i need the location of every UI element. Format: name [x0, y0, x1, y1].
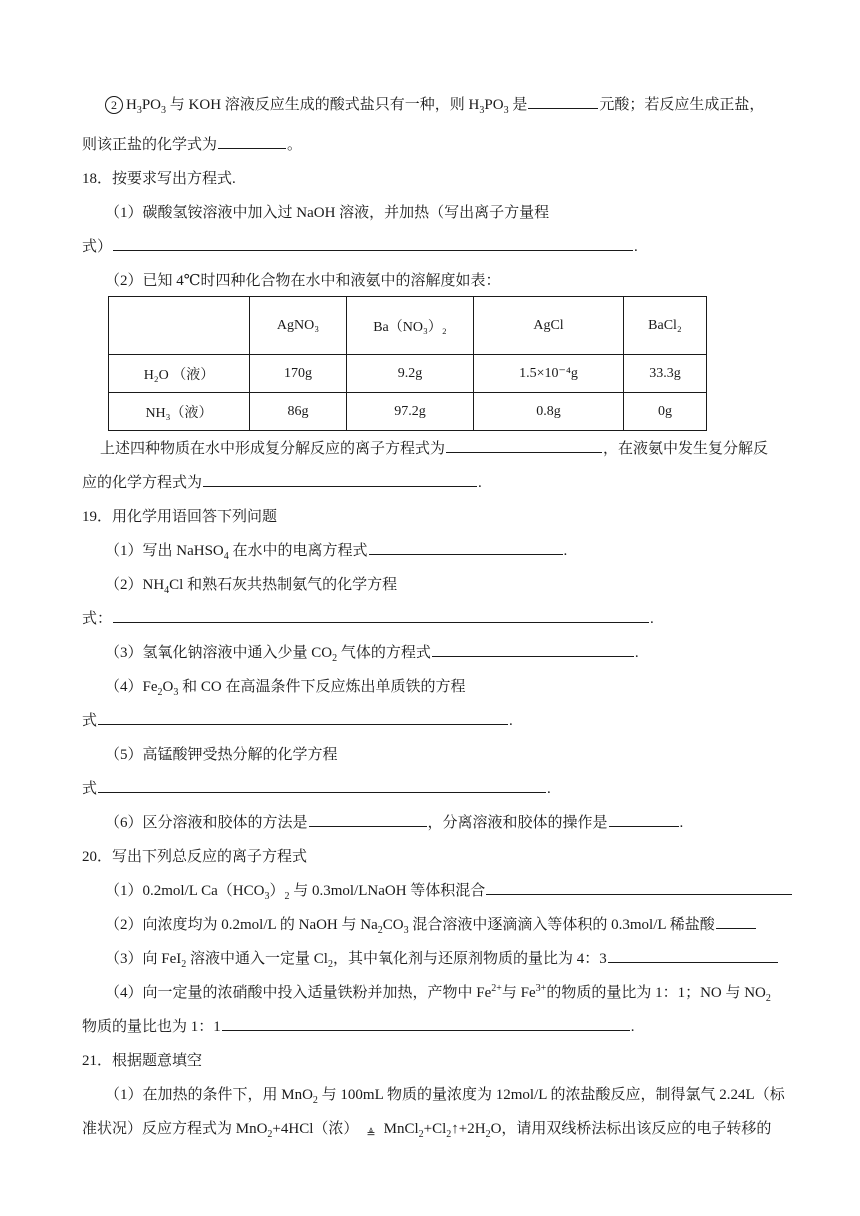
q18-part2: （2）已知 4℃时四种化合物在水中和液氨中的溶解度如表：: [105, 273, 501, 289]
answer-blank[interactable]: [218, 134, 286, 149]
answer-blank[interactable]: [98, 710, 508, 725]
heating-symbol: ≜: [366, 1128, 376, 1140]
q19-part2: $(2)NH_4Cl$ 和熟石灰共热制氨气的化学方程: [105, 577, 398, 596]
q20-part4-answer: 物质的量比也为 1：1 .: [0, 1016, 860, 1038]
q19-part6: （6）区分溶液和胶体的方法是 ，分离溶液和胶体的操作是 .: [0, 812, 860, 834]
q20-part1: （1）0.2mol/L $Ca(HCO_3)_2$ 与 0.3mol/LNaOH 等体积混合: [0, 880, 860, 902]
answer-blank[interactable]: [528, 94, 598, 109]
table-header: AgNO₃: [250, 297, 347, 355]
q19-part4-answer: 式 .: [0, 710, 860, 732]
q19-part5: （5）高锰酸钾受热分解的化学方程: [105, 747, 338, 763]
answer-blank[interactable]: [369, 540, 563, 555]
circled-number-marker: 2: [105, 96, 123, 114]
q20-part2: （2）向浓度均为 0.2mol/L 的 NaOH 与 $Na_2CO_3$ 混合溶液中逐滴滴入等体积的 0.3mol/L 稀盐酸: [0, 914, 860, 936]
q19-part1: （1）写出 NaHSO$_4$ 在水中的电离方程式 .: [0, 540, 860, 562]
table-cell: 1.5×10⁻⁴g: [474, 355, 624, 393]
table-cell: 0g: [624, 393, 707, 431]
q21-title: 21．根据题意填空: [82, 1053, 203, 1069]
answer-blank[interactable]: [716, 914, 756, 929]
answer-blank[interactable]: [486, 880, 792, 895]
table-header: BaCl₂: [624, 297, 707, 355]
q20-part4: （4）向一定量的浓硝酸中投入适量铁粉并加热，产物中 $Fe^{2+}$与 $Fe^{3+}$的物质的量比为 1：1；NO 与 $NO_2$: [105, 983, 771, 1004]
answer-blank[interactable]: [609, 812, 679, 827]
q17-part2-line1: 2 $H_3PO_3$ 与 KOH 溶液反应生成的酸式盐只有一种，则 $H_3PO_3$ 是 元酸；若反应生成正盐，: [0, 94, 860, 116]
q18-part1-answer: 式） .: [0, 236, 860, 258]
answer-blank[interactable]: [113, 608, 649, 623]
q18-part1: （1）碳酸氢铵溶液中加入过 NaOH 溶液，并加热（写出离子方量程: [105, 205, 550, 221]
table-cell: 0.8g: [474, 393, 624, 431]
answer-blank[interactable]: [309, 812, 427, 827]
q20-title: 20．写出下列总反应的离子方程式: [82, 849, 308, 865]
q20-part3: （3）向 FeI$_2$ 溶液中通入一定量 $Cl_2$，其中氧化剂与还原剂物质的量比为 4：3: [0, 948, 860, 970]
table-header: Ba（NO₃）₂: [347, 297, 474, 355]
table-cell: 9.2g: [347, 355, 474, 393]
q19-part3: （3）氢氧化钠溶液中通入少量 $CO_2$ 气体的方程式 .: [0, 642, 860, 664]
answer-blank[interactable]: [113, 236, 633, 251]
answer-blank[interactable]: [222, 1016, 630, 1031]
table-row: [109, 355, 707, 393]
answer-blank[interactable]: [98, 778, 546, 793]
table-header: AgCl: [474, 297, 624, 355]
q21-part1-line2: 准状况）反应方程式为 MnO$_2$+4HCl（浓） ≜ $MnCl_2+Cl_2↑+2H_2O$，请用双线桥法标出该反应的电子转移的: [0, 1118, 860, 1141]
q17-part2-line2: 则该正盐的化学式为 。: [0, 134, 860, 156]
q18-after-table-line1: 上述四种物质在水中形成复分解反应的离子方程式为 ，在液氨中发生复分解反: [0, 438, 860, 460]
row-label: H₂O （液）: [109, 355, 250, 393]
table-corner-cell: [109, 297, 250, 355]
q18-after-table-line2: 应的化学方程式为 .: [0, 472, 860, 494]
table-cell: 170g: [250, 355, 347, 393]
table-cell: 33.3g: [624, 355, 707, 393]
q19-part2-answer: 式： .: [0, 608, 860, 630]
table-cell: 97.2g: [347, 393, 474, 431]
table-cell: 86g: [250, 393, 347, 431]
answer-blank[interactable]: [432, 642, 634, 657]
q19-part5-answer: 式 .: [0, 778, 860, 800]
row-label: NH₃（液）: [109, 393, 250, 431]
q19-title: 19．用化学用语回答下列问题: [82, 509, 278, 525]
answer-blank[interactable]: [446, 438, 602, 453]
answer-blank[interactable]: [608, 948, 778, 963]
q18-title: 18．按要求写出方程式.: [82, 171, 236, 187]
table-row: [109, 393, 707, 431]
answer-blank[interactable]: [203, 472, 477, 487]
q19-part4: $(4)Fe_2O_3$ 和 CO 在高温条件下反应炼出单质铁的方程: [105, 679, 466, 698]
solubility-table: [108, 296, 707, 431]
q21-part1-line1: （1）在加热的条件下，用 MnO$_2$ 与 100mL 物质的量浓度为 12mol/L 的浓盐酸反应，制得氯气 2.24L（标: [105, 1087, 785, 1106]
